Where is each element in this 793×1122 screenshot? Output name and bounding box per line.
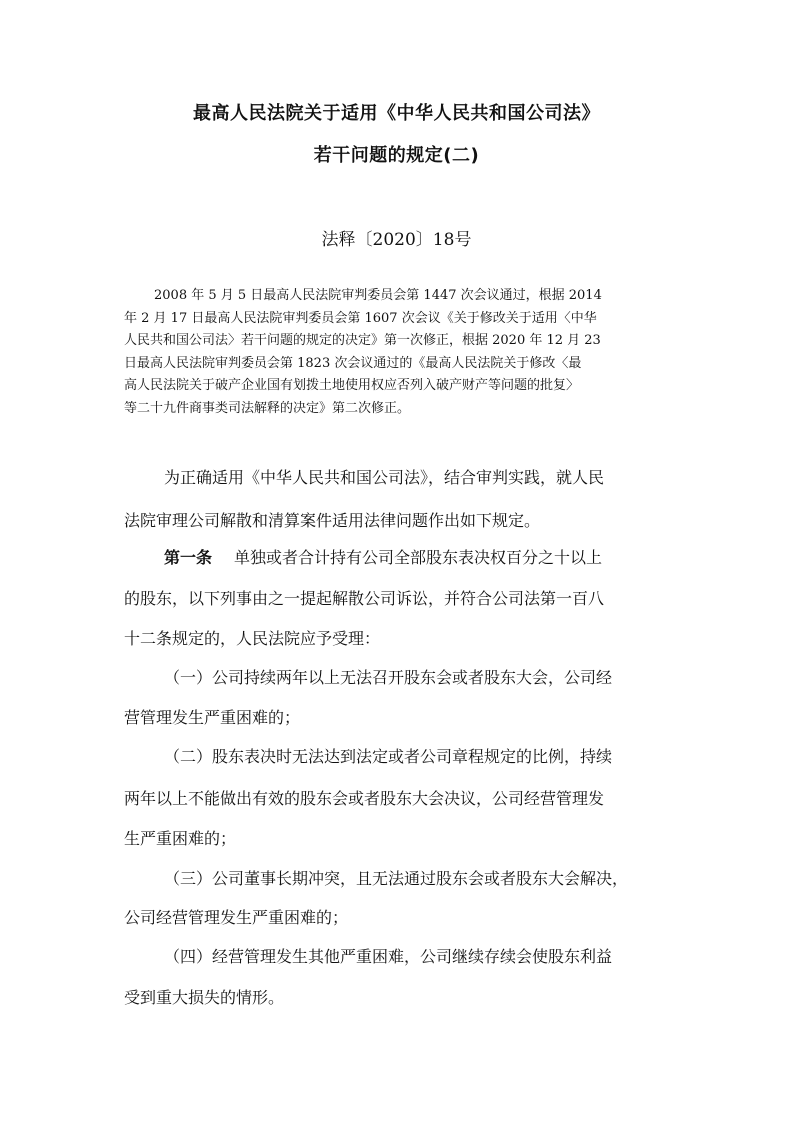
article-1-line: 十二条规定的，人民法院应予受理： xyxy=(124,629,381,648)
history-line: 日最高人民法院审判委员会第 1823 次会议通过的《最高人民法院关于修改〈最 xyxy=(124,355,582,371)
history-line: 年 2 月 17 日最高人民法院审判委员会第 1607 次会议《关于修改关于适用〈中华 xyxy=(124,310,597,326)
article-1-item-2: （二）股东表决时无法达到法定或者公司章程规定的比例，持续 xyxy=(164,747,613,766)
document-title-line-1: 最高人民法院关于适用《中华人民共和国公司法》 xyxy=(193,103,600,124)
preamble-line: 为正确适用《中华人民共和国公司法》，结合审判实践，就人民 xyxy=(164,468,605,487)
article-1-item-3: （三）公司董事长期冲突，且无法通过股东会或者股东大会解决， xyxy=(164,869,629,888)
amendment-history xyxy=(124,285,684,420)
article-1-line: 的股东，以下列事由之一提起解散公司诉讼，并符合公司法第一百八 xyxy=(124,589,605,608)
article-1-item-2-cont: 两年以上不能做出有效的股东会或者股东大会决议，公司经营管理发 xyxy=(124,789,605,808)
document-title-line-2: 若干问题的规定(二) xyxy=(313,145,480,166)
article-1-first-line xyxy=(164,545,602,568)
article-1-item-3-cont: 公司经营管理发生严重困难的； xyxy=(124,908,349,927)
history-line: 高人民法院关于破产企业国有划拨土地使用权应否列入破产财产等问题的批复〉 xyxy=(124,378,580,393)
article-1-item-1-cont: 营管理发生严重困难的； xyxy=(124,708,301,727)
preamble-line: 法院审理公司解散和清算案件适用法律问题作出如下规定。 xyxy=(124,511,541,530)
history-line: 等二十九件商事类司法解释的决定》第二次修正。 xyxy=(124,400,411,416)
document-number: 法释〔2020〕18号 xyxy=(321,230,472,250)
article-1-heading: 第一条 xyxy=(164,548,213,567)
article-1-item-2-cont: 生严重困难的； xyxy=(124,829,237,848)
article-1-text: 单独或者合计持有公司全部股东表决权百分之十以上 xyxy=(234,548,603,567)
history-line: 2008 年 5 月 5 日最高人民法院审判委员会第 1447 次会议通过，根据 2014 xyxy=(154,288,602,303)
article-1-item-1: （一）公司持续两年以上无法召开股东会或者股东大会，公司经 xyxy=(164,668,613,687)
article-1-item-4: （四）经营管理发生其他严重困难，公司继续存续会使股东利益 xyxy=(164,947,613,966)
history-line: 人民共和国公司法〉若干问题的规定的决定》第一次修正，根据 2020 年 12 月 23 xyxy=(124,333,601,348)
article-1-item-4-cont: 受到重大损失的情形。 xyxy=(124,988,285,1007)
